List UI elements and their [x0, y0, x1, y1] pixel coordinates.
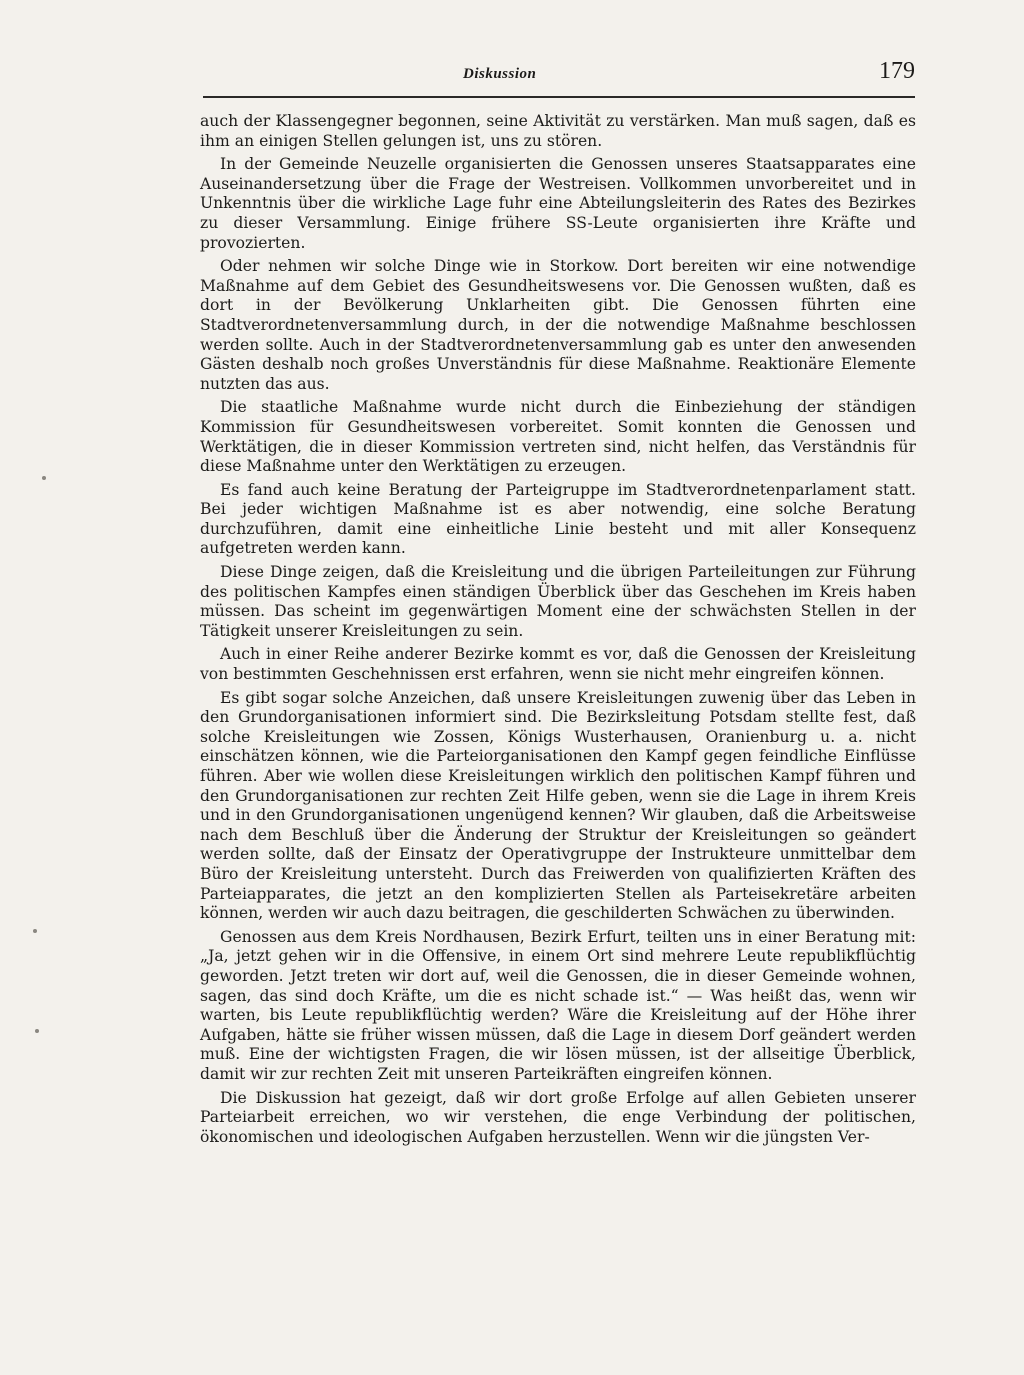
- body-text: [200, 112, 916, 1151]
- paragraph-4: Die staatliche Maßnahme wurde nicht durch die Einbeziehung der ständigen Kommission für Gesundheitswesen vorbereitet. Somit konnten die Genossen und Werktätigen, die in dieser Kommission vertreten sind, nicht helfen, das Verständnis für diese Maßnahme unter den Werktätigen zu erzeugen.: [200, 398, 916, 476]
- margin-speck: [42, 476, 46, 480]
- paragraph-9: Genossen aus dem Kreis Nordhausen, Bezirk Erfurt, teilten uns in einer Beratung mit: „Ja, jetzt gehen wir in die Offensive, in einem Ort sind mehrere Leute republikflüchtig geworden. Jetzt treten wir dort auf, weil die Genossen, die in dieser Gemeinde wohnen, sagen, das sind doch Kräfte, um die es nicht schade ist.“ — Was heißt das, wenn wir warten, bis Leute republikflüchtig werden? Wäre die Kreisleitung auf der Höhe ihrer Aufgaben, hätte sie früher wissen müssen, daß die Lage in diesem Dorf geändert werden muß. Eine der wichtigsten Fragen, die wir lösen müssen, ist der allseitige Überblick, damit wir zur rechten Zeit mit unseren Parteikräften eingreifen können.: [200, 927, 916, 1083]
- running-title: Diskussion: [463, 66, 537, 82]
- paragraph-8: Es gibt sogar solche Anzeichen, daß unsere Kreisleitungen zuwenig über das Leben in den Grundorganisationen informiert sind. Die Bezirksleitung Potsdam stellte fest, daß solche Kreisleitungen wie Zossen, Königs Wusterhausen, Oranienburg u. a. nicht einschätzen können, wie die Parteiorganisationen den Kampf gegen feindliche Einflüsse führen. Aber wie wollen diese Kreisleitungen wirklich den politischen Kampf führen und den Grundorganisationen zur rechten Zeit Hilfe geben, wenn sie die Lage in ihrem Kreis und in den Grundorganisationen ungenügend kennen? Wir glauben, daß die Arbeitsweise nach dem Beschluß über die Änderung der Struktur der Kreisleitungen so geändert werden sollte, daß der Einsatz der Operativgruppe der Instrukteure unmittelbar dem Büro der Kreisleitung untersteht. Durch das Freiwerden von qualifizierten Kräften des Parteiapparates, die jetzt an den komplizierten Stellen als Parteisekretäre arbeiten können, werden wir auch dazu beitragen, die geschilderten Schwächen zu überwinden.: [200, 688, 916, 923]
- paragraph-5: Es fand auch keine Beratung der Parteigruppe im Stadtverordnetenparlament statt. Bei jeder wichtigen Maßnahme ist es aber notwendig, eine solche Beratung durchzuführen, damit eine einheitliche Linie besteht und mit aller Konsequenz aufgetreten werden kann.: [200, 480, 916, 558]
- paragraph-10: Die Diskussion hat gezeigt, daß wir dort große Erfolge auf allen Gebieten unserer Parteiarbeit erreichen, wo wir verstehen, die enge Verbindung der politischen, ökonomischen und ideologischen Aufgaben herzustellen. Wenn wir die jüngsten Ver-: [200, 1088, 916, 1146]
- paragraph-2: In der Gemeinde Neuzelle organisierten die Genossen unseres Staatsapparates eine Auseinandersetzung über die Frage der Westreisen. Vollkommen unvorbereitet und in Unkenntnis über die wirkliche Lage fuhr eine Abteilungsleiterin des Rates des Bezirkes zu dieser Versammlung. Einige frühere SS-Leute organisierten ihre Kräfte und provozierten.: [200, 155, 916, 252]
- page-header: [203, 58, 915, 98]
- paragraph-1: auch der Klassengegner begonnen, seine Aktivität zu verstärken. Man muß sagen, daß es ihm an einigen Stellen gelungen ist, uns zu stören.: [200, 112, 916, 150]
- paragraph-3: Oder nehmen wir solche Dinge wie in Storkow. Dort bereiten wir eine notwendige Maßnahme auf dem Gebiet des Gesundheitswesens vor. Die Genossen wußten, daß es dort in der Bevölkerung Unklarheiten gibt. Die Genossen führten eine Stadtverordnetenversammlung durch, in der die notwendige Maßnahme beschlossen werden sollte. Auch in der Stadtverordnetenversammlung gab es unter den anwesenden Gästen deshalb noch großes Unverständnis für diese Maßnahme. Reaktionäre Elemente nutzten das aus.: [200, 257, 916, 393]
- paragraph-6: Diese Dinge zeigen, daß die Kreisleitung und die übrigen Parteileitungen zur Führung des politischen Kampfes einen ständigen Überblick über das Geschehen im Kreis haben müssen. Das scheint im gegenwärtigen Moment eine der schwächsten Stellen in der Tätigkeit unserer Kreisleitungen zu sein.: [200, 563, 916, 640]
- margin-speck: [35, 1029, 39, 1033]
- page-number: 179: [879, 58, 915, 84]
- paragraph-7: Auch in einer Reihe anderer Bezirke kommt es vor, daß die Genossen der Kreisleitung von bestimmten Geschehnissen erst erfahren, wenn sie nicht mehr eingreifen können.: [200, 645, 916, 684]
- margin-speck: [33, 929, 37, 933]
